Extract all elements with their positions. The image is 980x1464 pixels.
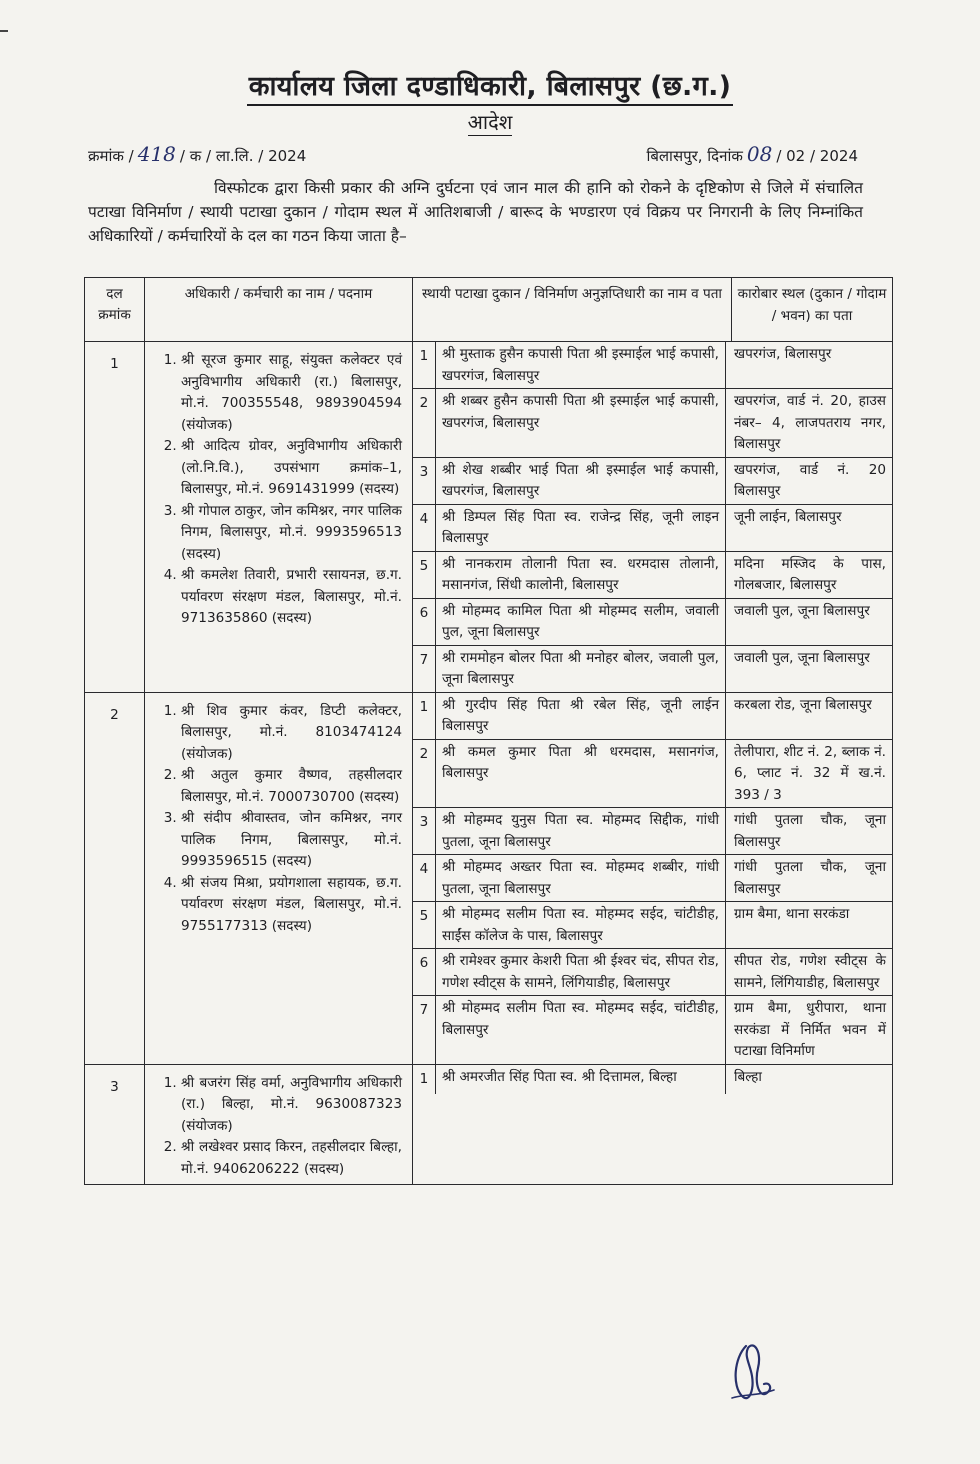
licensee-name-address: श्री मोहम्मद अख्तर पिता स्व. मोहम्मद शब्बीर, गांधी पुतला, जूना बिलासपुर	[436, 855, 726, 902]
officer-item: 2. श्री आदित्य ग्रोवर, अनुविभागीय अधिकारी (लो.नि.वि.), उपसंभाग क्रमांक–1, बिलासपुर, मो.नं. 9691431999 (सदस्य)	[181, 436, 406, 501]
licensee-serial: 4	[413, 855, 436, 902]
business-place: जवाली पुल, जूना बिलासपुर	[726, 598, 893, 645]
licensee-name-address: श्री कमल कुमार पिता श्री धरमदास, मसानगंज, बिलासपुर	[436, 739, 726, 808]
business-place: ग्राम बैमा, धुरीपारा, थाना सरकंडा में निर्मित भवन में पटाखा विनिर्माण	[726, 996, 893, 1064]
licensee-serial: 3	[413, 457, 436, 504]
officer-item: 2. श्री अतुल कुमार वैष्णव, तहसीलदार बिलासपुर, मो.नं. 7000730700 (सदस्य)	[181, 765, 406, 808]
licensee-name-address: श्री मोहम्मद सलीम पिता स्व. मोहम्मद सईद, चांटीडीह, साईंस कॉलेज के पास, बिलासपुर	[436, 902, 726, 949]
licensee-name-address: श्री नानकराम तोलानी पिता स्व. धरमदास तोलानी, मसानगंज, सिंधी कालोनी, बिलासपुर	[436, 551, 726, 598]
business-place: जूनी लाईन, बिलासपुर	[726, 504, 893, 551]
header-business-place: कारोबार स्थल (दुकान / गोदाम / भवन) का पता	[732, 278, 893, 341]
team-table	[84, 277, 893, 1185]
licensee-serial: 2	[413, 739, 436, 808]
licensee-row	[413, 645, 892, 692]
intro-paragraph: विस्फोटक द्वारा किसी प्रकार की अग्नि दुर्घटना एवं जान माल की हानि को रोकने के दृष्टिकोण से जिले में संचालित पटाखा विनिर्माण / स्थायी पटाखा दुकान / गोदाम स्थल में आतिशबाजी / बारूद के भण्डारण एवं विक्रय पर निगरानी के लिए निम्नांकित अधिकारियों / कर्मचारियों के दल का गठन किया जाता है–	[88, 179, 863, 245]
licensee-row	[413, 551, 892, 598]
team-licensees	[413, 342, 893, 693]
licensee-row	[413, 808, 892, 855]
licensee-row	[413, 739, 892, 808]
licensee-serial: 6	[413, 598, 436, 645]
business-place: गांधी पुतला चौक, जूना बिलासपुर	[726, 808, 893, 855]
signature	[724, 1338, 784, 1412]
business-place: करबला रोड, जूना बिलासपुर	[726, 693, 893, 740]
licensee-serial: 3	[413, 808, 436, 855]
business-place: खपरगंज, वार्ड नं. 20 बिलासपुर	[726, 457, 893, 504]
officer-item: 3. श्री संदीप श्रीवास्तव, जोन कमिश्नर, नगर पालिक निगम, बिलासपुर, मो.नं. 9993596515 (सदस्य)	[181, 808, 406, 873]
business-place: खपरगंज, बिलासपुर	[726, 342, 893, 389]
team-table-body	[85, 342, 893, 1185]
licensee-serial: 2	[413, 389, 436, 458]
team-number: 1	[85, 342, 145, 693]
officer-item: 3. श्री गोपाल ठाकुर, जोन कमिश्नर, नगर पालिक निगम, बिलासपुर, मो.नं. 9993596513 (सदस्य)	[181, 501, 406, 566]
handwritten-order-number: 418	[137, 142, 176, 166]
header-officers: अधिकारी / कर्मचारी का नाम / पदनाम	[145, 278, 413, 342]
team-officers	[145, 342, 413, 693]
licensee-name-address: श्री शेख शब्बीर भाई पिता श्री इस्माईल भाई कपासी, खपरगंज, बिलासपुर	[436, 457, 726, 504]
officer-item: 1. श्री शिव कुमार कंवर, डिप्टी कलेक्टर, बिलासपुर, मो.नं. 8103474124 (संयोजक)	[181, 701, 406, 766]
signature-icon	[724, 1338, 784, 1408]
business-place: सीपत रोड, गणेश स्वीट्स के सामने, लिंगियाडीह, बिलासपुर	[726, 949, 893, 996]
licensee-serial: 1	[413, 342, 436, 389]
licensee-serial: 5	[413, 902, 436, 949]
team-licensees	[413, 692, 893, 1064]
header-licensee-block	[413, 278, 893, 342]
licensee-row	[413, 902, 892, 949]
officer-item: 1. श्री सूरज कुमार साहू, संयुक्त कलेक्टर एवं अनुविभागीय अधिकारी (रा.) बिलासपुर, मो.नं. 700355548, 9893904594 (संयोजक)	[181, 350, 406, 436]
licensee-serial: 1	[413, 693, 436, 740]
licensee-name-address: श्री गुरदीप सिंह पिता श्री रबेल सिंह, जूनी लाईन बिलासपुर	[436, 693, 726, 740]
team-officers	[145, 1064, 413, 1185]
officer-item: 4. श्री कमलेश तिवारी, प्रभारी रसायनज्ञ, छ.ग. पर्यावरण संरक्षण मंडल, बिलासपुर, मो.नं. 9713635860 (सदस्य)	[181, 565, 406, 630]
team-row	[85, 1064, 893, 1185]
licensee-serial: 1	[413, 1065, 436, 1095]
licensee-row	[413, 949, 892, 996]
officer-item: 4. श्री संजय मिश्रा, प्रयोगशाला सहायक, छ.ग. पर्यावरण संरक्षण मंडल, बिलासपुर, मो.नं. 9755177313 (सदस्य)	[181, 873, 406, 938]
licensee-row	[413, 457, 892, 504]
licensee-name-address: श्री मोहम्मद सलीम पिता स्व. मोहम्मद सईद, चांटीडीह, बिलासपुर	[436, 996, 726, 1064]
licensee-name-address: श्री रामेश्वर कुमार केशरी पिता श्री ईश्वर चंद, सीपत रोड, गणेश स्वीट्स के सामने, लिंगियाडीह, बिलासपुर	[436, 949, 726, 996]
licensee-row	[413, 693, 892, 740]
table-header-row	[85, 278, 893, 342]
header-licensee: स्थायी पटाखा दुकान / विनिर्माण अनुज्ञप्तिधारी का नाम व पता	[413, 278, 732, 341]
licensee-row	[413, 855, 892, 902]
scan-edge-mark	[0, 30, 8, 32]
team-row	[85, 692, 893, 1064]
team-number: 3	[85, 1064, 145, 1185]
business-place: गांधी पुतला चौक, जूना बिलासपुर	[726, 855, 893, 902]
order-label: आदेश	[467, 110, 513, 134]
header-team-no: दल क्रमांक	[85, 278, 145, 342]
licensee-name-address: श्री अमरजीत सिंह पिता स्व. श्री दित्तामल, बिल्हा	[436, 1065, 726, 1095]
team-officers	[145, 692, 413, 1064]
office-title: कार्यालय जिला दण्डाधिकारी, बिलासपुर (छ.ग.)	[0, 66, 980, 103]
licensee-name-address: श्री मोहम्मद युनुस पिता स्व. मोहम्मद सिद्दीक, गांधी पुतला, जूना बिलासपुर	[436, 808, 726, 855]
licensee-serial: 5	[413, 551, 436, 598]
business-place: तेलीपारा, शीट नं. 2, ब्लाक नं. 6, प्लाट नं. 32 में ख.नं. 393 / 3	[726, 739, 893, 808]
licensee-name-address: श्री डिम्पल सिंह पिता स्व. राजेन्द्र सिंह, जूनी लाइन बिलासपुर	[436, 504, 726, 551]
business-place: बिल्हा	[726, 1065, 893, 1095]
business-place: खपरगंज, वार्ड नं. 20, हाउस नंबर– 4, लाजपतराय नगर, बिलासपुर	[726, 389, 893, 458]
officer-item: 2. श्री लखेश्वर प्रसाद किरन, तहसीलदार बिल्हा, मो.नं. 9406206222 (सदस्य)	[181, 1137, 406, 1180]
licensee-row	[413, 598, 892, 645]
licensee-row	[413, 342, 892, 389]
licensee-serial: 4	[413, 504, 436, 551]
order-date: बिलासपुर, दिनांक 08 / 02 / 2024	[646, 142, 858, 166]
licensee-row	[413, 389, 892, 458]
licensee-serial: 7	[413, 996, 436, 1064]
team-number: 2	[85, 692, 145, 1064]
team-row	[85, 342, 893, 693]
licensee-row	[413, 1065, 892, 1095]
team-licensees	[413, 1064, 893, 1185]
business-place: मदिना मस्जिद के पास, गोलबजार, बिलासपुर	[726, 551, 893, 598]
business-place: जवाली पुल, जूना बिलासपुर	[726, 645, 893, 692]
business-place: ग्राम बैमा, थाना सरकंडा	[726, 902, 893, 949]
licensee-name-address: श्री शब्बर हुसैन कपासी पिता श्री इस्माईल भाई कपासी, खपरगंज, बिलासपुर	[436, 389, 726, 458]
licensee-serial: 6	[413, 949, 436, 996]
order-number: क्रमांक / 418 / क / ला.लि. / 2024	[88, 142, 307, 166]
reference-line	[88, 142, 858, 166]
licensee-name-address: श्री राममोहन बोलर पिता श्री मनोहर बोलर, जवाली पुल, जूना बिलासपुर	[436, 645, 726, 692]
licensee-serial: 7	[413, 645, 436, 692]
licensee-name-address: श्री मुस्ताक हुसैन कपासी पिता श्री इस्माईल भाई कपासी, खपरगंज, बिलासपुर	[436, 342, 726, 389]
licensee-name-address: श्री मोहम्मद कामिल पिता श्री मोहम्मद सलीम, जवाली पुल, जूना बिलासपुर	[436, 598, 726, 645]
officer-item: 1. श्री बजरंग सिंह वर्मा, अनुविभागीय अधिकारी (रा.) बिल्हा, मो.नं. 9630087323 (संयोजक)	[181, 1073, 406, 1138]
licensee-row	[413, 996, 892, 1064]
licensee-row	[413, 504, 892, 551]
handwritten-day: 08	[746, 142, 773, 166]
